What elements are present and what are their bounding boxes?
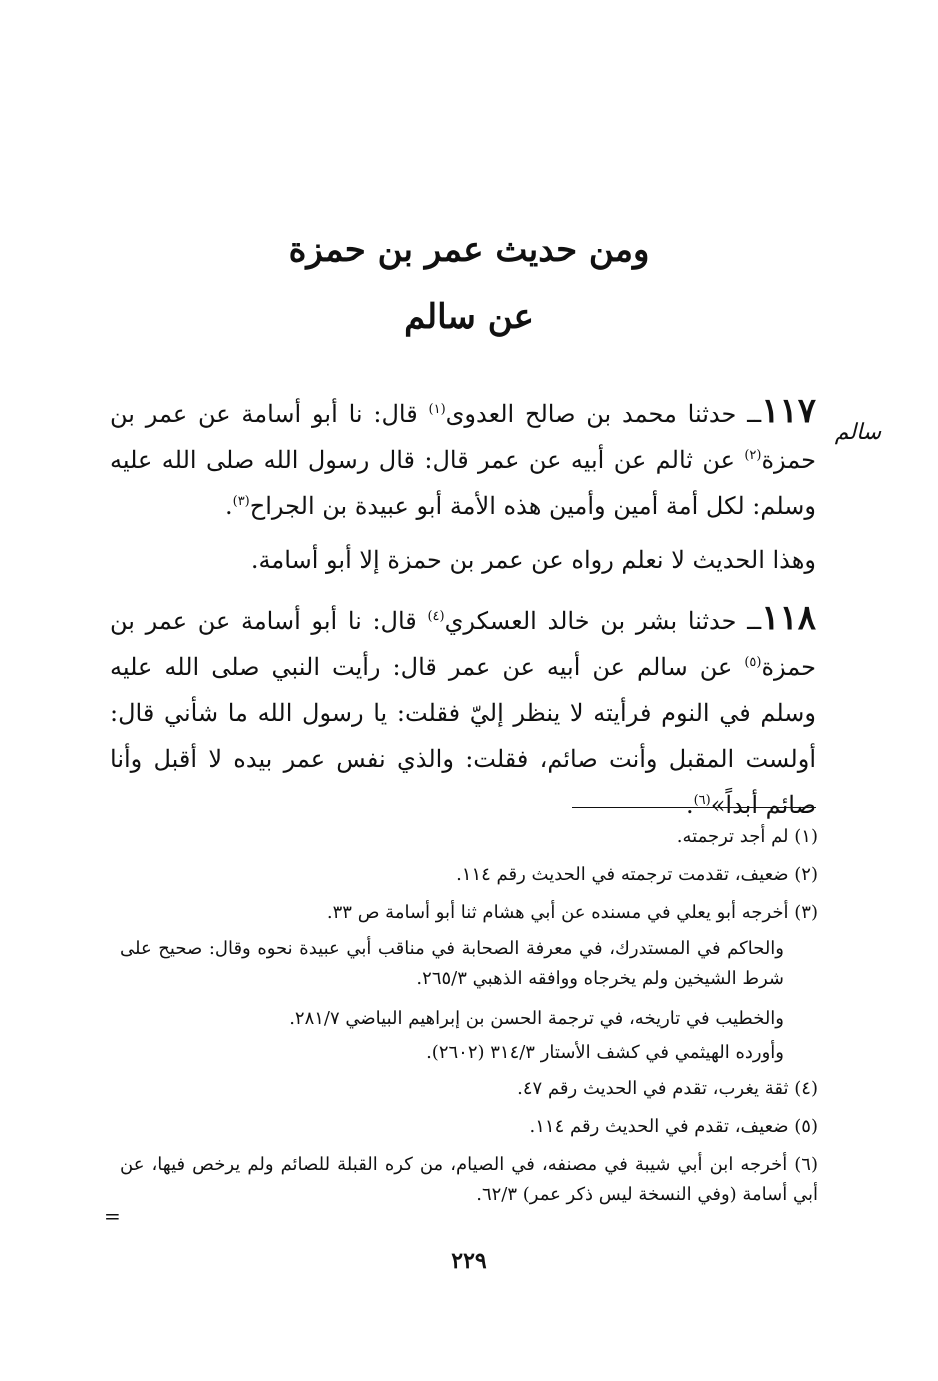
period: . — [224, 492, 233, 520]
footnote-separator — [572, 807, 816, 808]
handwritten-margin-note: سالم — [834, 420, 882, 445]
footnote-ref: (٢) — [744, 448, 762, 463]
footnote-1: (١) لم أجد ترجمته. — [676, 826, 818, 847]
footnote-5: (٥) ضعيف، تقدم في الحديث رقم ١١٤. — [529, 1116, 818, 1137]
hadith-number: ١١٧ — [761, 391, 817, 431]
footnote-3: (٣) أخرجه أبو يعلي في مسنده عن أبي هشام ثنا أبو أسامة ص ٣٣. — [326, 902, 818, 923]
margin-mark: = — [104, 1204, 121, 1228]
footnote-2: (٢) ضعيف، تقدمت ترجمته في الحديث رقم ١١٤. — [456, 864, 818, 885]
footnote-3-cont-2: والخطيب في تاريخه، في ترجمة الحسن بن إبراهيم البياضي ٢٨١/٧. — [289, 1008, 784, 1029]
hadith-text: عن سالم عن أبيه عن عمر قال: رأيت النبي صلى الله عليه وسلم في النوم فرأيته لا ينظر إليّ فقلت: يا رسول الله ما شأني قال: أولست المقبل وأنت صائم، فقلت: والذي نفس عمر بيده لا أقبل وأنا صائم أبداً» — [110, 653, 816, 819]
hadith-text: ــ حدثنا بشر بن خالد العسكري — [444, 607, 762, 635]
footnote-4: (٤) ثقة يغرب، تقدم في الحديث رقم ٤٧. — [517, 1078, 818, 1099]
footnote-3-cont-1: والحاكم في المستدرك، في معرفة الصحابة في مناقب أبي عبيدة نحوه وقال: صحيح على شرط الشيخين ولم يخرجاه ووافقه الذهبي ٢٦٥/٣. — [120, 938, 784, 989]
footnote-ref: (٤) — [427, 609, 445, 624]
hadith-number: ١١٨ — [761, 598, 816, 638]
footnote-ref: (٦) — [693, 793, 711, 808]
hadith-text: قال: نا أبو أسامة عن عمر بن حمزة — [110, 607, 816, 681]
hadith-text: عن ثالم عن أبيه عن عمر قال: قال رسول الله صلى الله عليه وسلم: لكل أمة أمين وأمين هذه الأمة أبو عبيدة بن الجراح — [110, 446, 816, 520]
footnote-3-cont-3: وأورده الهيثمي في كشف الأستار ٣١٤/٣ (٢٦٠٢). — [426, 1042, 784, 1063]
period: . — [685, 791, 694, 819]
footnote-ref: (١) — [428, 402, 446, 417]
hadith-text: ــ حدثنا محمد بن صالح العدوى — [445, 400, 762, 428]
page-number: ٢٢٩ — [451, 1248, 487, 1274]
hadith-text: قال: نا أبو أسامة عن عمر بن حمزة — [110, 400, 816, 474]
footnote-ref: (٥) — [744, 655, 762, 670]
hadith-118 — [110, 595, 816, 828]
footnote-6: (٦) أخرجه ابن أبي شيبة في مصنفه، في الصيام، من كره القبلة للصائم ولم يرخص فيها، عن أبي أسامة (وفي النسخة ليس ذكر عمر) ٦٢/٣. — [120, 1154, 818, 1205]
hadith-117 — [110, 388, 816, 529]
section-heading: ومن حديث عمر بن حمزة — [288, 230, 650, 270]
section-subheading: عن سالم — [404, 297, 534, 337]
hadith-117-comment: وهذا الحديث لا نعلم رواه عن عمر بن حمزة إلا أبو أسامة. — [250, 546, 816, 574]
footnote-ref: (٣) — [232, 494, 250, 509]
